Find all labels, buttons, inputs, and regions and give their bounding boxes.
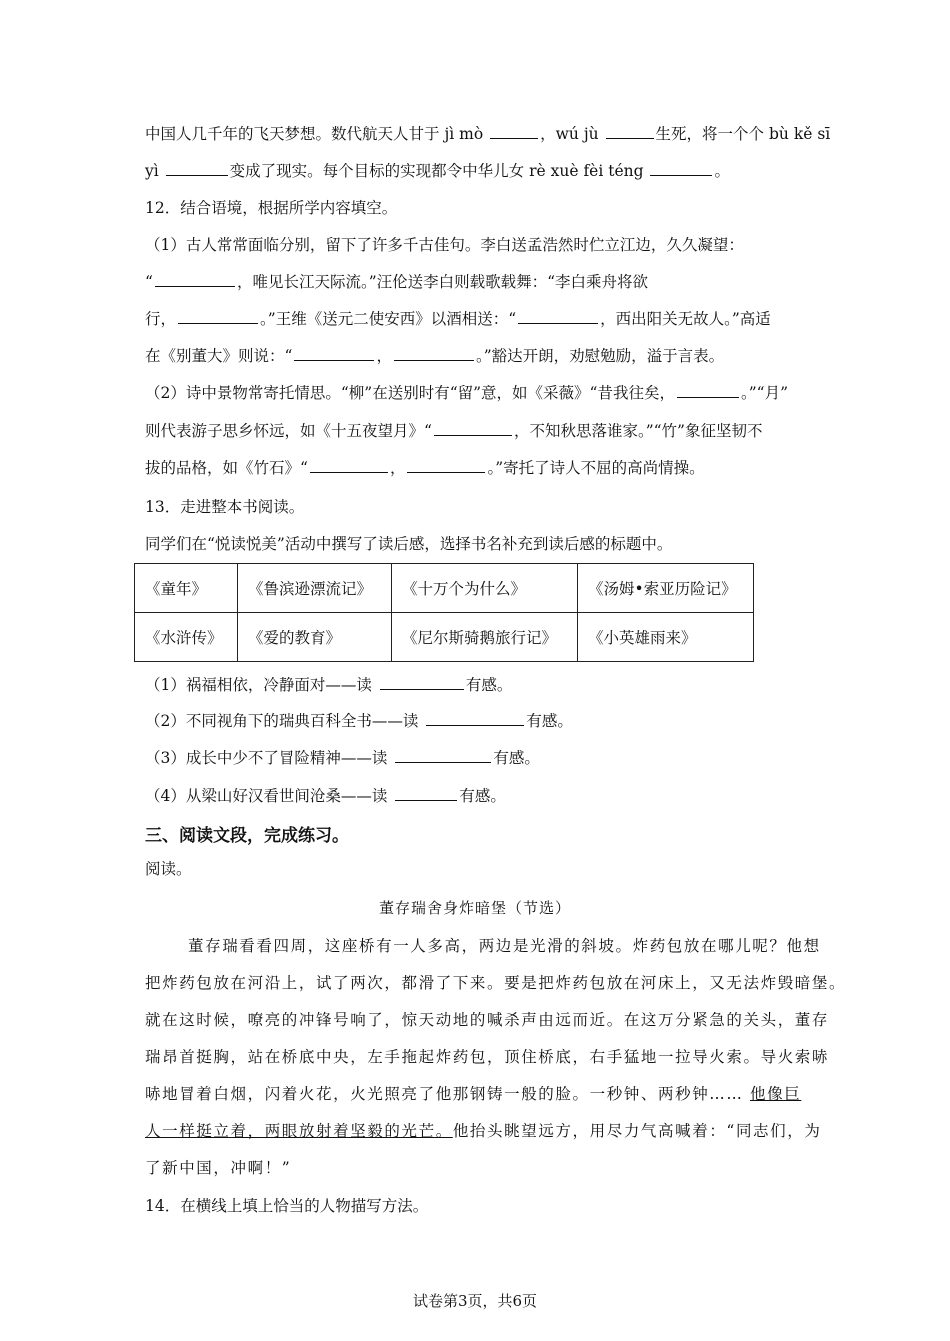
q12-p1-line-2 [145, 271, 648, 293]
answer-blank[interactable] [650, 160, 712, 176]
answer-blank[interactable] [380, 674, 464, 690]
passage-line: 把炸药包放在河沿上，试了两次，都滑了下来。要是把炸药包放在河床上，又无法炸毁暗堡。 [145, 974, 847, 992]
q12-text: 。”寄托了诗人不屈的高尚情操。 [487, 459, 705, 477]
answer-blank[interactable] [394, 345, 474, 361]
q11-text: 变成了现实。每个目标的实现都令中华儿女 [229, 162, 525, 180]
q13-item-text: 有感。 [493, 749, 540, 767]
book-cell: 《爱的教育》 [238, 613, 392, 662]
q12-text: 则代表游子思乡怀远，如《十五夜望月》“ [145, 422, 432, 440]
table-row [135, 613, 754, 662]
book-cell: 《童年》 [135, 564, 238, 613]
pinyin-wuju: wú jù [555, 125, 599, 143]
q12-text: 在《别董大》则说：“ [145, 347, 293, 365]
answer-blank[interactable] [310, 457, 388, 473]
q11-text: 生死，将一个个 [655, 125, 765, 143]
book-cell: 《汤姆•索亚历险记》 [578, 564, 754, 613]
passage-line: 瑞昂首挺胸，站在桥底中央，左手拖起炸药包，顶住桥底，右手猛地一拉导火索。导火索哧 [145, 1048, 830, 1066]
passage-title: 董存瑞舍身炸暗堡（节选） [378, 899, 571, 917]
underlined-sentence: 他像巨 [750, 1085, 802, 1103]
q13-item-4 [145, 785, 506, 807]
q12-p2-line-1 [145, 382, 788, 404]
q11-text: ， [540, 125, 556, 143]
answer-blank[interactable] [518, 308, 598, 324]
q12-p1-line-3 [145, 308, 771, 330]
q12-text: ， [376, 347, 392, 365]
answer-blank[interactable] [426, 710, 524, 726]
answer-blank[interactable] [155, 271, 235, 287]
q13-item-text: 有感。 [465, 676, 513, 694]
q12-text: 。”豁达开朗，劝慰勉励，溢于言表。 [475, 347, 725, 365]
q13-item-1 [145, 674, 512, 696]
answer-blank[interactable] [434, 420, 512, 436]
answer-blank[interactable] [490, 123, 538, 139]
q12-text: ，不知秋思落谁家。”“竹”象征坚韧不 [513, 422, 763, 440]
q12-text: 。”“月” [740, 384, 789, 402]
passage-line [145, 1083, 801, 1105]
q12-text: （2）诗中景物常寄托情思。“柳”在送别时有“留”意，如《采薇》“昔我往矣， [145, 384, 675, 402]
q12-text: “ [145, 273, 153, 291]
q13-item-text: （3）成长中少不了冒险精神——读 [145, 749, 388, 767]
passage-text: 哧地冒着白烟，闪着火花，火光照亮了他那钢铸一般的脸。一秒钟、两秒钟…… [145, 1085, 744, 1103]
answer-blank[interactable] [677, 382, 739, 398]
q13-title: 13．走进整本书阅读。 [145, 498, 305, 516]
q12-p1-line-1: （1）古人常常面临分别，留下了许多千古佳句。李白送孟浩然时伫立江边，久久凝望： [145, 236, 744, 254]
q13-item-text: 有感。 [526, 712, 573, 730]
page-footer: 试卷第3页，共6页 [412, 1292, 538, 1310]
q13-item-text: 有感。 [459, 787, 506, 805]
q12-p2-line-2 [145, 420, 762, 442]
q13-item-text: （2）不同视角下的瑞典百科全书——读 [145, 712, 419, 730]
q12-title: 12．结合语境，根据所学内容填空。 [145, 199, 398, 217]
q13-intro: 同学们在“悦读悦美”活动中撰写了读后感，选择书名补充到读后感的标题中。 [145, 535, 673, 553]
q11-line-2 [145, 160, 730, 182]
pinyin-rexuefeiteng: rè xuè fèi téng [529, 162, 644, 180]
book-cell: 《水浒传》 [135, 613, 238, 662]
pinyin-yi: yì [145, 162, 159, 180]
q11-text: 中国人几千年的飞天梦想。数代航天人甘于 [145, 125, 440, 143]
read-label: 阅读。 [145, 860, 192, 878]
pinyin-bukesi: bù kě sī [769, 125, 831, 143]
answer-blank[interactable] [294, 345, 374, 361]
q13-item-2 [145, 710, 573, 732]
q12-text: ，西出阳关无故人。”高适 [600, 310, 771, 328]
book-cell: 《尼尔斯骑鹅旅行记》 [392, 613, 578, 662]
q12-text: ，唯见长江天际流。”汪伦送李白则载歌载舞：“李白乘舟将欲 [236, 273, 649, 291]
answer-blank[interactable] [178, 308, 258, 324]
q12-text: 拔的品格，如《竹石》“ [145, 459, 308, 477]
section-heading: 三、阅读文段，完成练习。 [145, 826, 349, 846]
q12-text: 。”王维《送元二使安西》以酒相送：“ [260, 310, 517, 328]
q11-line-1 [145, 123, 830, 145]
passage-line: 就在这时候，嘹亮的冲锋号响了，惊天动地的喊杀声由远而近。在这万分紧急的关头，董存 [145, 1011, 830, 1029]
answer-blank[interactable] [166, 160, 228, 176]
answer-blank[interactable] [606, 123, 654, 139]
passage-text: 他抬头眺望远方，用尽力气高喊着：“同志们，为 [452, 1122, 822, 1140]
q13-item-text: （1）祸福相依，冷静面对——读 [145, 676, 372, 694]
table-row [135, 564, 754, 613]
answer-blank[interactable] [407, 457, 485, 473]
underlined-sentence: 人一样挺立着，两眼放射着坚毅的光芒。 [145, 1122, 453, 1140]
book-table [134, 563, 754, 662]
passage-line: 了新中国，冲啊！” [145, 1159, 292, 1177]
q14-title: 14．在横线上填上恰当的人物描写方法。 [145, 1197, 429, 1215]
q12-p2-line-3 [145, 457, 705, 479]
book-cell: 《小英雄雨来》 [578, 613, 754, 662]
book-cell: 《十万个为什么》 [392, 564, 578, 613]
answer-blank[interactable] [395, 747, 491, 763]
passage-line: 董存瑞看看四周，这座桥有一人多高，两边是光滑的斜坡。炸药包放在哪儿呢？他想 [188, 937, 821, 955]
q11-text: 。 [714, 162, 730, 180]
pinyin-jimo: jì mò [444, 125, 484, 143]
q12-text: ， [389, 459, 406, 477]
answer-blank[interactable] [395, 785, 457, 801]
q12-p1-line-4 [145, 345, 724, 367]
q13-item-text: （4）从梁山好汉看世间沧桑——读 [145, 787, 388, 805]
q12-text: 行， [145, 310, 177, 328]
book-cell: 《鲁滨逊漂流记》 [238, 564, 392, 613]
q13-item-3 [145, 747, 540, 769]
passage-line [145, 1120, 821, 1142]
